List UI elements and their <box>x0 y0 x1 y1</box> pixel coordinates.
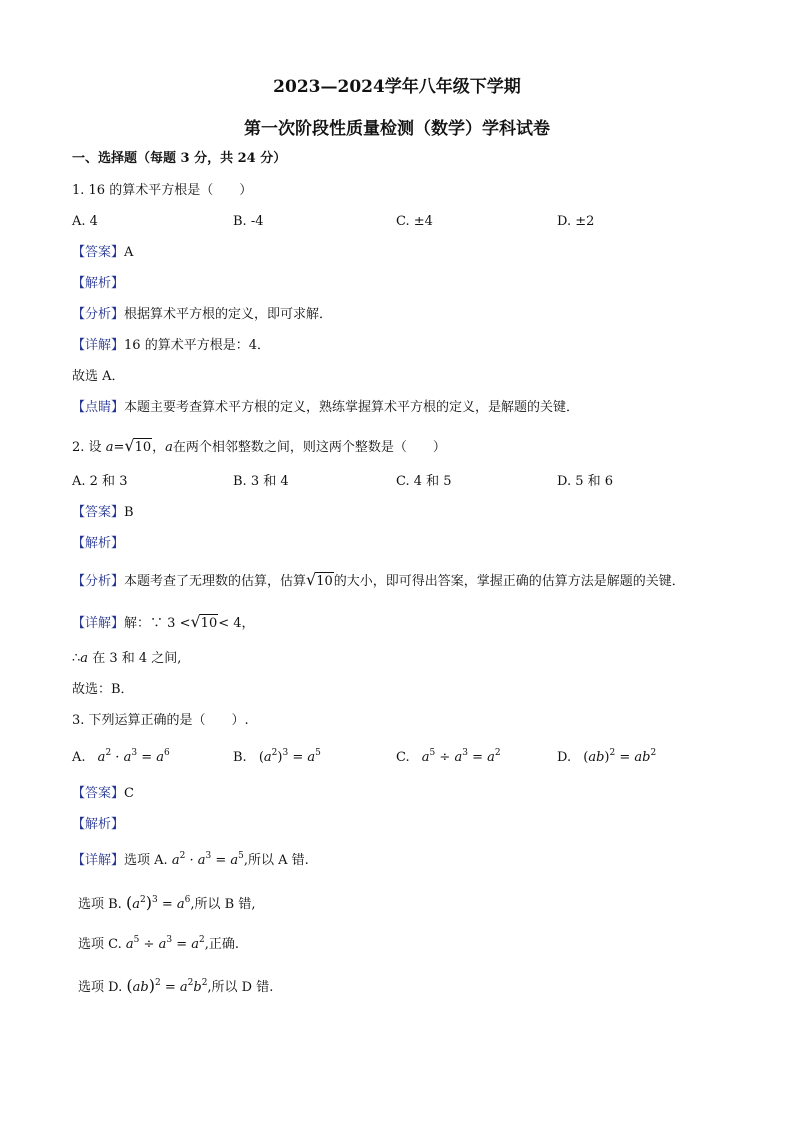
q2-between: 在 3 和 4 之间, <box>92 651 182 666</box>
q2-option-a: A. 2 和 3 <box>72 474 128 489</box>
sqrt-icon: √ <box>306 570 317 589</box>
q2-analysis-tag: 【解析】 <box>72 536 125 551</box>
fenxi-tag: 【分析】 <box>72 574 125 589</box>
section-heading: 一、选择题（每题 3 分，共 24 分） <box>72 151 287 166</box>
answer-tag: 【答案】 <box>72 245 125 260</box>
q1-answer: A <box>124 245 134 260</box>
q1-option-d: D. ±2 <box>557 214 595 229</box>
q1-answer-line <box>72 244 133 262</box>
page-title: 2023—2024学年八年级下学期 <box>273 77 521 97</box>
q2-xiangjie-line <box>72 613 255 633</box>
q2-radicand: 10 <box>134 440 152 455</box>
q2-fenxi-radicand: 10 <box>316 574 333 589</box>
q1-option-b: B. -4 <box>233 214 264 229</box>
q3-option-b: B. $(a^2)^3 = a^5$ <box>233 748 321 765</box>
q2-fenxi-post: 的大小，即可得出答案，掌握正确的估算方法是解题的关键． <box>333 574 685 589</box>
q1-option-c: C. ±4 <box>396 214 433 229</box>
q2-answer: B <box>124 505 134 520</box>
page-subtitle: 第一次阶段性质量检测（数学）学科试卷 <box>244 119 550 139</box>
q2-comma: ， <box>152 440 166 455</box>
q1-analysis-tag: 【解析】 <box>72 276 125 291</box>
q3-xiangjie-b: 选项 B. $(a^2)^3 = a^6$,所以 B 错, <box>78 893 256 912</box>
q2-lt-three: 3 < <box>167 616 191 631</box>
q3-answer: C <box>124 786 134 801</box>
xiangjie-tag: 【详解】 <box>72 616 125 631</box>
therefore-icon: ∴ <box>72 651 81 666</box>
q1-dianjing-line <box>72 399 579 417</box>
q2-xj-end: ， <box>241 616 255 631</box>
q3-option-a: A. $a^2 \cdot a^3 = a^6$ <box>72 748 170 765</box>
dianjing-tag: 【点睛】 <box>72 400 125 415</box>
q2-eq: = <box>113 440 125 455</box>
q1-option-a: A. 4 <box>72 214 98 229</box>
q3-option-d: D. $(ab)^2 = ab^2$ <box>557 748 657 765</box>
q1-guxuan: 故选 A． <box>72 369 125 384</box>
q1-xiangjie: 16 的算术平方根是：4． <box>124 338 270 353</box>
answer-tag: 【答案】 <box>72 786 125 801</box>
q1-fenxi: 根据算术平方根的定义，即可求解． <box>124 307 333 322</box>
q1-stem: 1. 16 的算术平方根是（ ） <box>72 183 253 198</box>
q3-stem: 3. 下列运算正确的是（ ）. <box>72 713 249 728</box>
q2-therefore-line <box>72 650 181 668</box>
q3-xiangjie-c: 选项 C. $a^5 \div a^3 = a^2$,正确. <box>78 935 239 952</box>
q2-guxuan: 故选：B． <box>72 682 134 697</box>
q2-option-b: B. 3 和 4 <box>233 474 289 489</box>
q2-xiangjie-pre: 解：∵ <box>124 616 164 631</box>
sqrt-icon: √ <box>190 612 201 631</box>
q2-var-a: a <box>105 440 114 455</box>
q2-fenxi-pre: 本题考查了无理数的估算，估算 <box>124 574 307 589</box>
fenxi-tag: 【分析】 <box>72 307 125 322</box>
q2-num: 2. 设 <box>72 440 102 455</box>
answer-tag: 【答案】 <box>72 505 125 520</box>
q2-stem <box>72 437 446 457</box>
q3-analysis-tag: 【解析】 <box>72 817 125 832</box>
q2-rest: 在两个相邻整数之间，则这两个整数是（ ） <box>172 440 446 455</box>
q2-option-c: C. 4 和 5 <box>396 474 452 489</box>
xiangjie-tag: 【详解】 <box>72 853 125 868</box>
q2-fenxi-line <box>72 571 685 591</box>
q2-lt-four: < 4 <box>218 616 242 631</box>
q1-xiangjie-line <box>72 337 270 355</box>
q3-option-c: C. $a^5 \div a^3 = a^2$ <box>396 748 501 765</box>
q2-var-a-2: a <box>165 440 173 455</box>
q2-var-a-3: a <box>80 651 89 666</box>
q1-fenxi-line <box>72 306 332 324</box>
q3-xiangjie-a: 【详解】选项 A. $a^2 \cdot a^3 = a^5$,所以 A 错. <box>72 851 309 868</box>
q1-dianjing: 本题主要考查算术平方根的定义，熟练掌握算术平方根的定义，是解题的关键． <box>124 400 580 415</box>
xiangjie-tag: 【详解】 <box>72 338 125 353</box>
q3-xiangjie-d: 选项 D. $(ab)^2 = a^2b^2$,所以 D 错. <box>78 976 274 995</box>
q3-answer-line <box>72 785 134 803</box>
q2-xj-radicand: 10 <box>200 616 218 631</box>
sqrt-icon: √ <box>124 436 135 455</box>
q2-answer-line <box>72 504 134 522</box>
q2-option-d: D. 5 和 6 <box>557 474 614 489</box>
